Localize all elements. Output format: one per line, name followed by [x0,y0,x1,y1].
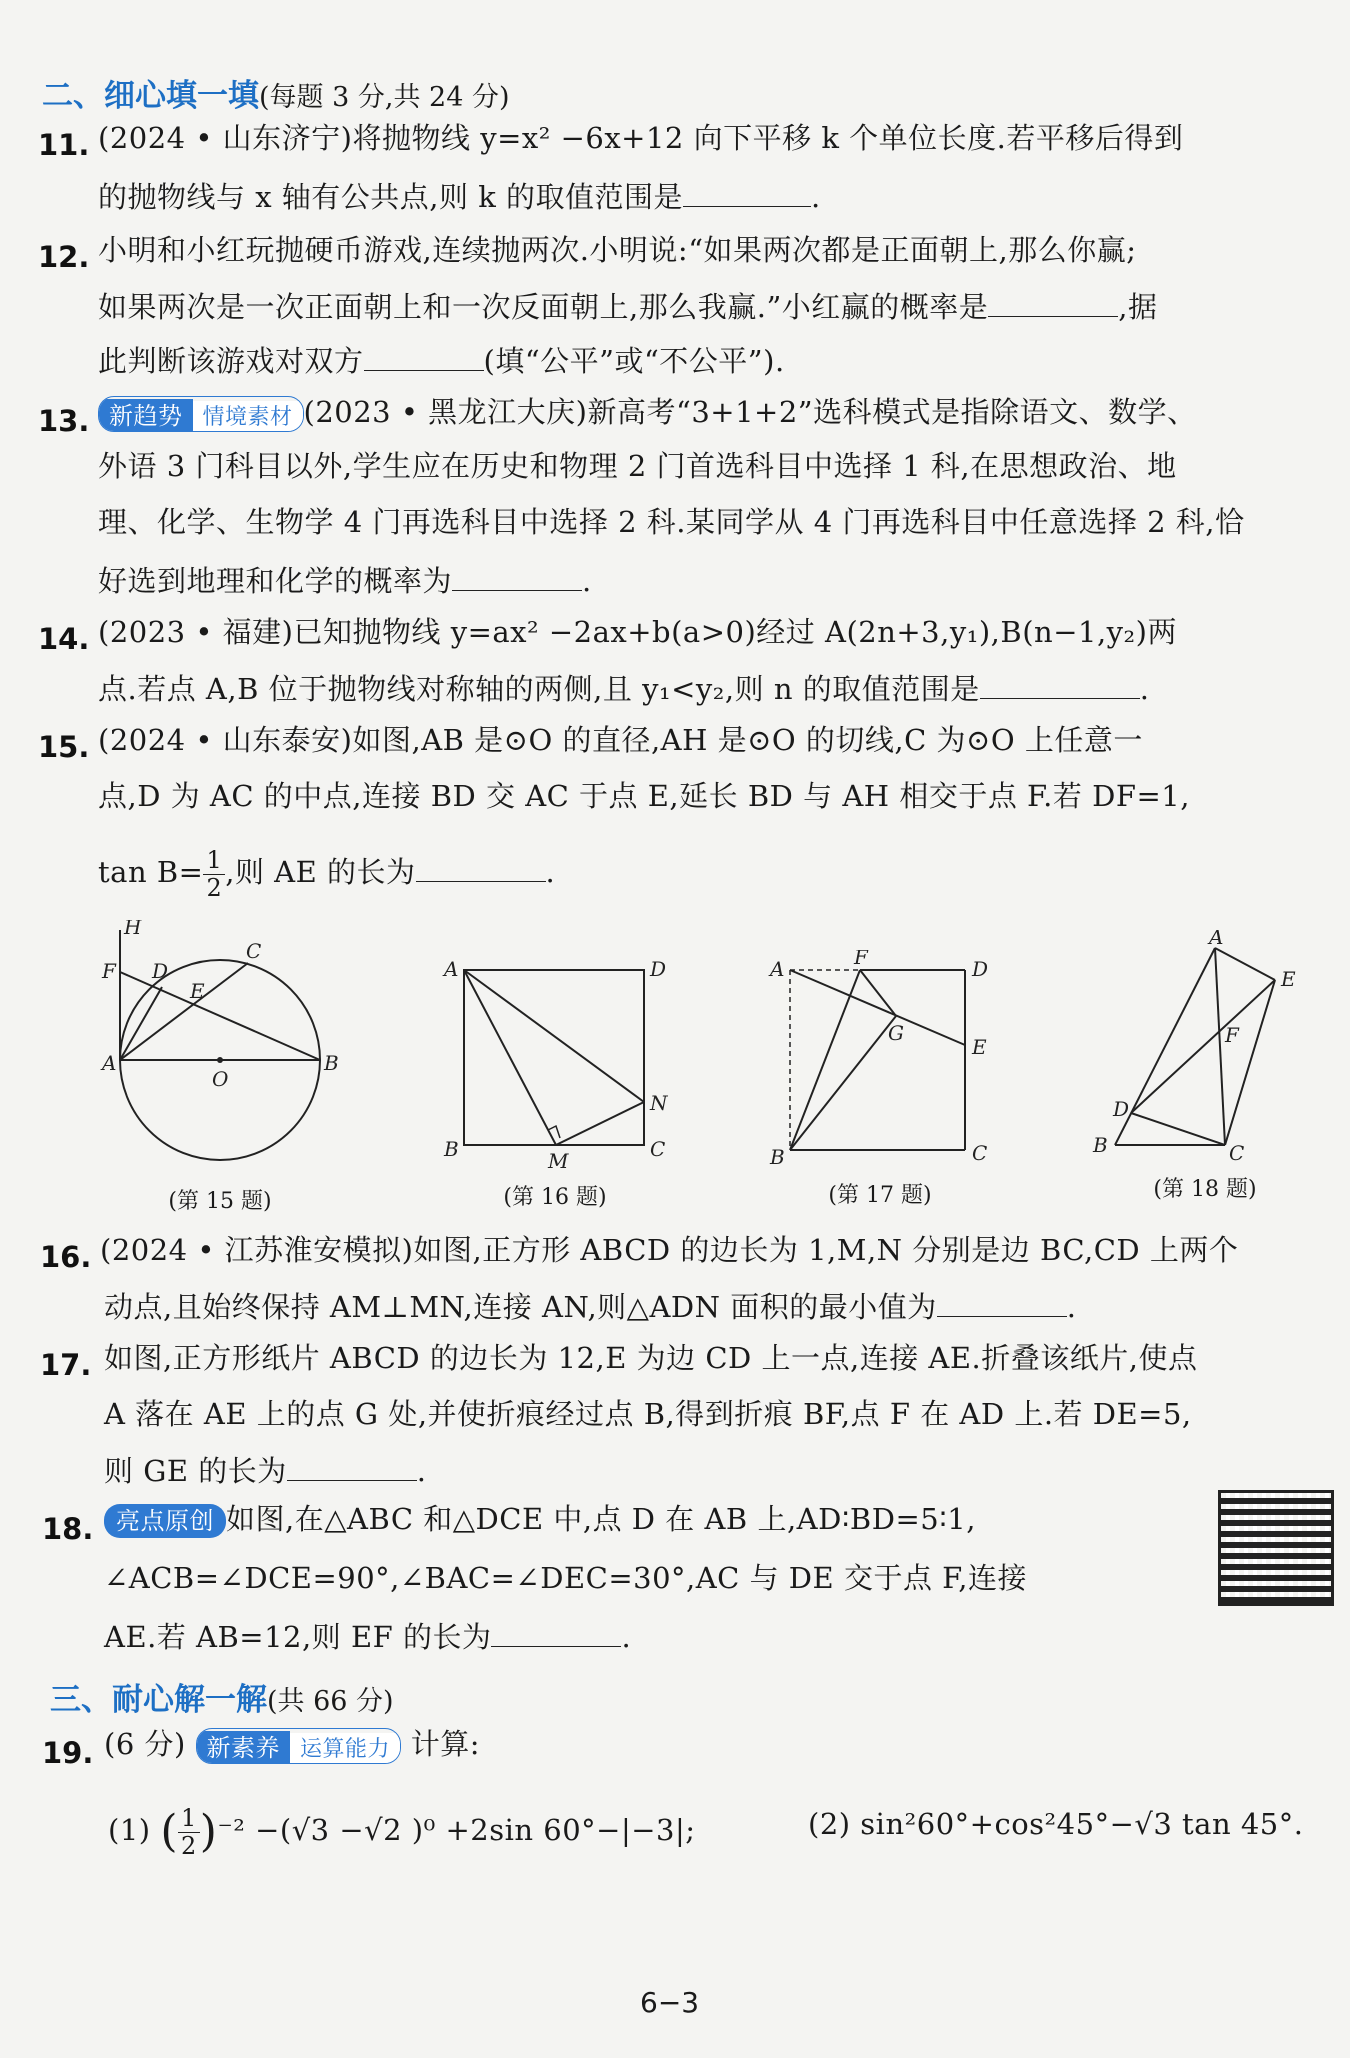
q18-line3 [104,1620,631,1652]
q16-number: 16. [40,1240,92,1274]
fig17-line-fg [860,970,896,1016]
fig18-line-ec [1225,980,1275,1145]
fig18-label-a: A [1209,930,1224,949]
section-2-title: 二、细心填一填 [42,78,259,114]
q19-number: 19. [42,1736,94,1770]
q17-line2: A 落在 AE 上的点 G 处,并使折痕经过点 B,得到折痕 BF,点 F 在 AD 上.若 DE=5, [104,1397,1192,1431]
q11-answer-blank[interactable] [683,180,811,207]
q13-line4-end: . [582,564,592,598]
q12-number: 12. [38,240,90,274]
fig18-line-dc [1131,1113,1225,1145]
q18-line3-end: . [621,1620,632,1654]
q14-line1: (2023 • 福建)已知抛物线 y=ax² −2ax+b(a>0)经过 A(2n+3,y₁),B(n−1,y₂)两 [98,615,1177,649]
fig18-line-ed [1131,980,1275,1113]
fig18-label-d: D [1113,1097,1130,1121]
fig15-label-b: B [324,1051,339,1075]
fig16-label-b: B [444,1137,459,1161]
q11-number: 11. [38,128,90,162]
fig18-line-ac [1215,948,1225,1145]
qr-code [1218,1490,1334,1606]
fig15-label-f: F [102,959,116,983]
figure-17 [760,950,1000,1170]
fig18-label-f: F [1225,1023,1239,1047]
figure-16 [440,950,670,1170]
figure-15-caption: (第 15 题) [168,1189,272,1214]
figure-15 [80,920,370,1180]
q15-line2: 点,D 为 AC 的中点,连接 BD 交 AC 于点 E,延长 BD 与 AH 相交于点 F.若 DF=1, [98,779,1190,813]
q11-line1: (2024 • 山东济宁)将抛物线 y=x² −6x+12 向下平移 k 个单位长度.若平移后得到 [98,121,1184,155]
q12-line1: 小明和小红玩抛硬币游戏,连续抛两次.小明说:“如果两次都是正面朝上,那么你赢; [98,233,1137,267]
fig15-label-o: O [212,1067,229,1091]
section-3-title: 三、耐心解一解 [50,1682,267,1718]
q18-line1-row [104,1504,976,1538]
q13-line3: 理、化学、生物学 4 门再选科目中选择 2 科.某同学从 4 门再选科目中任意选择 2 科,恰 [98,505,1245,539]
q19-tag [196,1728,402,1764]
q18-number: 18. [42,1512,94,1546]
q16-line2 [104,1290,1077,1322]
fig18-line-ab [1115,948,1215,1145]
q13-tag [98,396,304,432]
fig17-label-f: F [854,950,868,969]
q13-answer-blank[interactable] [452,564,582,591]
fig17-fold-bf [790,970,860,1150]
q19-part1-expr: ⁻² −(√3 −√2 )⁰ +2sin 60°−|−3|; [217,1813,696,1847]
q19-part1-label: (1) [108,1813,151,1847]
q17-number: 17. [40,1348,92,1382]
q11-line2-end: . [811,180,821,214]
fig15-chord-ac [120,963,248,1060]
q19-part1 [108,1790,696,1872]
fig16-line-mn [556,1102,644,1145]
q19-part2: (2) sin²60°+cos²45°−√3 tan 45°. [808,1807,1304,1841]
q17-line3-text: 则 GE 的长为 [104,1454,287,1488]
q13-line4 [98,564,592,596]
q14-line2-end: . [1139,672,1150,706]
fig15-label-h: H [124,920,142,939]
q15-frac-num: 1 [203,847,225,874]
fig17-label-d: D [972,957,989,981]
q11-line2 [98,180,821,212]
q19-instruction: 计算: [410,1727,481,1761]
q19-tag-sub: 运算能力 [290,1733,400,1764]
q15-fraction [203,847,225,901]
fig18-label-c: C [1229,1141,1245,1165]
fig15-label-a: A [102,1051,117,1075]
section-3-header [50,1674,394,1719]
q12-answer-blank-1[interactable] [988,290,1118,317]
q15-line1: (2024 • 山东泰安)如图,AB 是⊙O 的直径,AH 是⊙O 的切线,C 为⊙O 上任意一 [98,723,1143,757]
q19-frac-den: 2 [180,1831,197,1860]
q17-line1: 如图,正方形纸片 ABCD 的边长为 12,E 为边 CD 上一点,连接 AE.折叠该纸片,使点 [104,1341,1198,1375]
q18-line2: ∠ACB=∠DCE=90°,∠BAC=∠DEC=30°,AC 与 DE 交于点 F,连接 [104,1561,1027,1595]
q16-line2-end: . [1066,1290,1077,1324]
q18-line1: 如图,在△ABC 和△DCE 中,点 D 在 AB 上,AD∶BD=5∶1, [226,1502,976,1536]
section-3-note: (共 66 分) [267,1686,394,1717]
q19-line1-row [104,1728,480,1764]
fig16-label-d: D [650,957,667,981]
fig15-label-d: D [152,959,169,983]
section-2-note: (每题 3 分,共 24 分) [259,82,510,113]
q19-close-paren: ) [199,1806,218,1857]
fig16-label-n: N [650,1091,668,1115]
q12-line2-text: 如果两次是一次正面朝上和一次反面朝上,那么我赢.”小红赢的概率是 [98,290,989,324]
section-2-header [42,70,510,115]
fig17-label-g: G [888,1021,904,1045]
q13-line1-row [98,396,1197,432]
q15-answer-blank[interactable] [416,855,546,882]
page-number: 6−3 [640,1986,700,2019]
fig18-label-b: B [1093,1133,1108,1157]
q13-line4-text: 好选到地理和化学的概率为 [98,564,453,598]
q18-answer-blank[interactable] [491,1620,621,1647]
fig17-label-a: A [770,957,785,981]
fig17-line-ae [790,970,965,1045]
q15-line3-end: . [545,855,556,889]
q14-line2-text: 点.若点 A,B 位于抛物线对称轴的两侧,且 y₁<y₂,则 n 的取值范围是 [98,672,980,706]
fig17-label-b: B [770,1145,785,1169]
q13-tag-main: 新趋势 [99,399,193,432]
fig16-label-a: A [444,957,459,981]
q15-tanb-text: tan B= [98,855,204,889]
q12-answer-blank-2[interactable] [364,344,484,371]
q17-line3-end: . [416,1454,427,1488]
q13-tag-sub: 情境素材 [193,401,303,432]
q16-answer-blank[interactable] [937,1290,1067,1317]
q17-answer-blank[interactable] [287,1454,417,1481]
figure-18-caption: (第 18 题) [1153,1177,1257,1202]
figure-16-caption: (第 16 题) [503,1185,607,1210]
q15-line3 [98,842,555,902]
q19-points: (6 分) [104,1727,186,1761]
q15-line3-text: ,则 AE 的长为 [225,855,416,889]
q12-line2 [98,290,1157,322]
figure-18 [1085,930,1305,1170]
q19-open-paren: ( [160,1806,178,1857]
q14-number: 14. [38,622,90,656]
fig16-line-an [464,970,644,1102]
fig17-label-e: E [972,1035,987,1059]
fig15-label-e: E [190,979,205,1003]
q18-line3-text: AE.若 AB=12,则 EF 的长为 [104,1620,492,1654]
figure-17-caption: (第 17 题) [828,1183,932,1208]
q19-tag-main: 新素养 [197,1731,291,1764]
q17-line3 [104,1454,427,1486]
q16-line1: (2024 • 江苏淮安模拟)如图,正方形 ABCD 的边长为 1,M,N 分别是边 BC,CD 上两个 [100,1233,1239,1267]
q12-line3-text: 此判断该游戏对双方 [98,344,364,378]
q13-line2: 外语 3 门科目以外,学生应在历史和物理 2 门首选科目中选择 1 科,在思想政治、地 [98,449,1177,483]
q16-line2-text: 动点,且始终保持 AM⊥MN,连接 AN,则△ADN 面积的最小值为 [104,1290,937,1324]
fig16-label-m: M [548,1149,569,1170]
q12-line3 [98,344,785,376]
fig16-label-c: C [650,1137,666,1161]
fig18-label-e: E [1281,967,1296,991]
fig17-line-bg [790,1016,896,1150]
q19-frac-num: 1 [178,1805,200,1832]
q14-answer-blank[interactable] [980,672,1140,699]
q14-line2 [98,672,1149,704]
q13-line1: (2023 • 黑龙江大庆)新高考“3+1+2”选科模式是指除语文、数学、 [303,395,1197,429]
fig16-square [464,970,644,1145]
fig15-center-dot [217,1057,223,1063]
q19-fraction [178,1805,200,1859]
q18-tag: 亮点原创 [104,1504,226,1538]
q15-frac-den: 2 [206,873,223,902]
q13-number: 13. [38,404,90,438]
fig16-line-am [464,970,556,1145]
fig18-line-ae [1215,948,1275,980]
q11-line2-text: 的抛物线与 x 轴有公共点,则 k 的取值范围是 [98,180,684,214]
q12-line3-end: (填“公平”或“不公平”). [483,344,785,378]
fig17-label-c: C [972,1141,988,1165]
q12-line2-end: ,据 [1118,290,1158,324]
fig15-label-c: C [246,939,262,963]
q15-number: 15. [38,730,90,764]
